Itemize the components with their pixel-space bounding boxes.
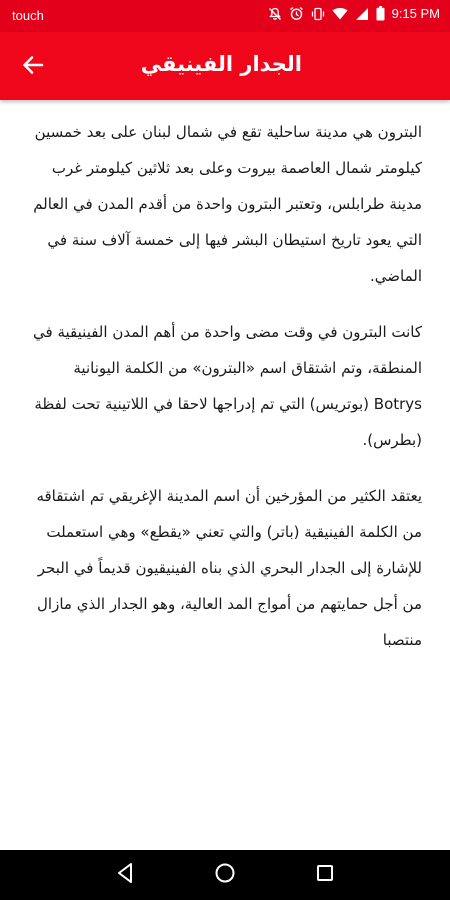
wifi-icon (332, 7, 348, 20)
battery-icon (376, 6, 385, 21)
article-paragraph: يعتقد الكثير من المؤرخين أن اسم المدينة الإغريقي تم اشتقاقه من الكلمة الفينيقية (باتر) والتي تعني «يقطع» وهي استعملت للإشارة إلى الجدار البحري الذي بناه الفينيقيون قديماً في البحر من أجل حمايتهم من أمواج المد العالية، وهو الجدار الذي مازال منتصبا (36, 487, 422, 649)
app-bar (0, 32, 450, 100)
page-title: الجدار الفينيقي (140, 52, 302, 76)
back-button[interactable] (16, 50, 50, 84)
nav-home-button[interactable] (213, 863, 237, 887)
article-paragraph: البترون هي مدينة ساحلية تقع في شمال لبنان على بعد خمسين كيلومتر شمال العاصمة بيروت وعلى بعد ثلاثين كيلومتر غرب مدينة طرابلس، وتعتبر البترون واحدة من أقدم المدن في العالم التي يعود تاريخ استيطان البشر فيها إلى خمسة آلاف سنة في الماضي. (33, 123, 422, 285)
signal-icon (355, 7, 369, 21)
article-content[interactable] (0, 100, 450, 850)
alarm-clock-icon (289, 6, 304, 21)
nav-recents-button[interactable] (313, 863, 337, 887)
nav-back-button[interactable] (113, 863, 137, 887)
status-bar (0, 0, 450, 32)
circle-home-icon (214, 862, 236, 888)
square-recents-icon (315, 863, 335, 887)
notifications-off-icon (268, 7, 282, 21)
vibrate-icon (311, 7, 325, 21)
triangle-back-icon (115, 862, 135, 888)
status-icons (268, 6, 440, 21)
status-touch-label: touch (12, 8, 44, 23)
arrow-left-icon (21, 53, 45, 81)
system-nav-bar (0, 850, 450, 900)
status-time: 9:15 PM (391, 6, 440, 21)
article-paragraph: كانت البترون في وقت مضى واحدة من أهم المدن الفينيقية في المنطقة، وتم اشتقاق اسم «البترون» من الكلمة اليونانية Botrys (بوتريس) التي تم إدراجها لاحقا في اللاتينية تحت لفظة (بطرس). (33, 323, 422, 449)
